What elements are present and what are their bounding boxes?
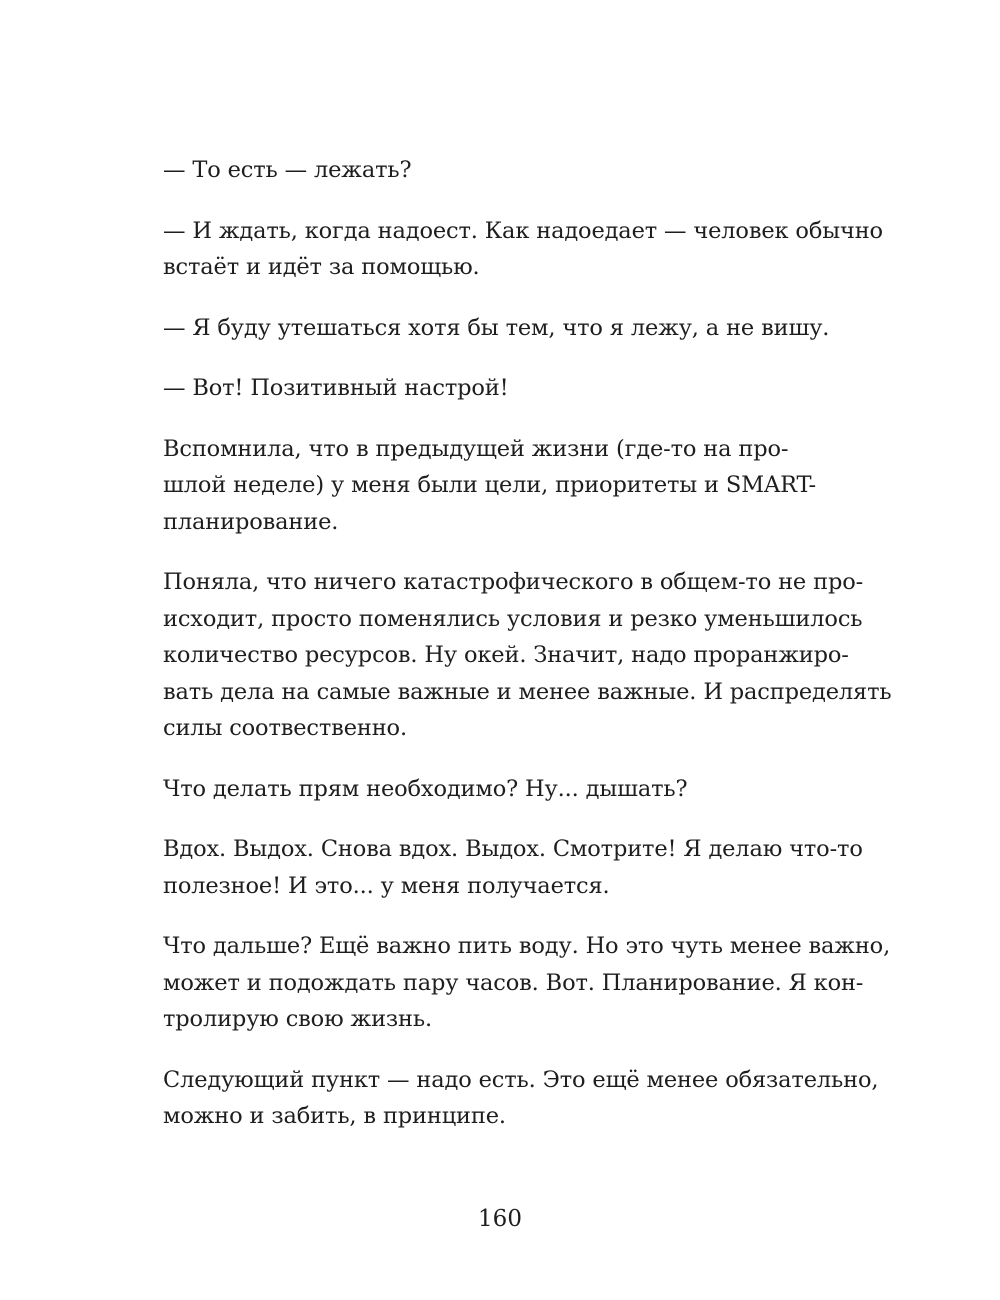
paragraph — [163, 1062, 879, 1135]
text-line: — Я буду утешаться хотя бы тем, что я лежу, а не вишу. — [163, 314, 830, 341]
paragraph — [163, 370, 843, 407]
text-line: Что дальше? Ещё важно пить воду. Но это чуть менее важно, — [163, 933, 891, 959]
text-line: Поняла, что ничего катастрофического в общем-то не про- — [163, 569, 864, 595]
text-line: встаёт и идёт за помощью. — [163, 254, 480, 280]
text-line: — Вот! Позитивный настрой! — [163, 375, 509, 401]
body-text — [163, 152, 892, 1159]
paragraph — [163, 771, 843, 808]
text-line: исходит, просто поменялись условия и резко уменьшилось — [163, 605, 863, 632]
text-line: Что делать прям необходимо? Ну... дышать? — [163, 775, 688, 802]
text-line: силы соотвественно. — [163, 715, 407, 741]
paragraph — [163, 928, 891, 1038]
text-line: Следующий пункт — надо есть. Это ещё менее обязательно, — [163, 1066, 879, 1093]
text-line: — И ждать, когда надоест. Как надоедает — человек обычно — [163, 217, 883, 244]
text-line: количество ресурсов. Ну окей. Значит, надо проранжиро- — [163, 642, 849, 668]
paragraph — [163, 431, 843, 541]
text-line: Вспомнила, что в предыдущей жизни (где-то на про- — [163, 435, 789, 462]
text-line: вать дела на самые важные и менее важные. И распределять — [163, 678, 892, 705]
text-line: шлой неделе) у меня были цели, приоритеты и SMART- — [163, 472, 816, 498]
text-line: планирование. — [163, 508, 339, 535]
paragraph — [163, 213, 883, 286]
text-line: может и подождать пару часов. Вот. Планирование. Я кон- — [163, 969, 864, 996]
text-line: — То есть — лежать? — [163, 157, 412, 183]
text-line: тролирую свою жизнь. — [163, 1006, 432, 1032]
paragraph — [163, 564, 892, 747]
text-line: полезное! И это... у меня получается. — [163, 872, 610, 899]
page-number: 160 — [478, 1206, 522, 1232]
paragraph — [163, 310, 843, 347]
paragraph — [163, 831, 863, 904]
text-line: можно и забить, в принципе. — [163, 1103, 506, 1129]
text-line: Вдох. Выдох. Снова вдох. Выдох. Смотрите! Я делаю что-то — [163, 836, 863, 862]
paragraph — [163, 152, 843, 189]
